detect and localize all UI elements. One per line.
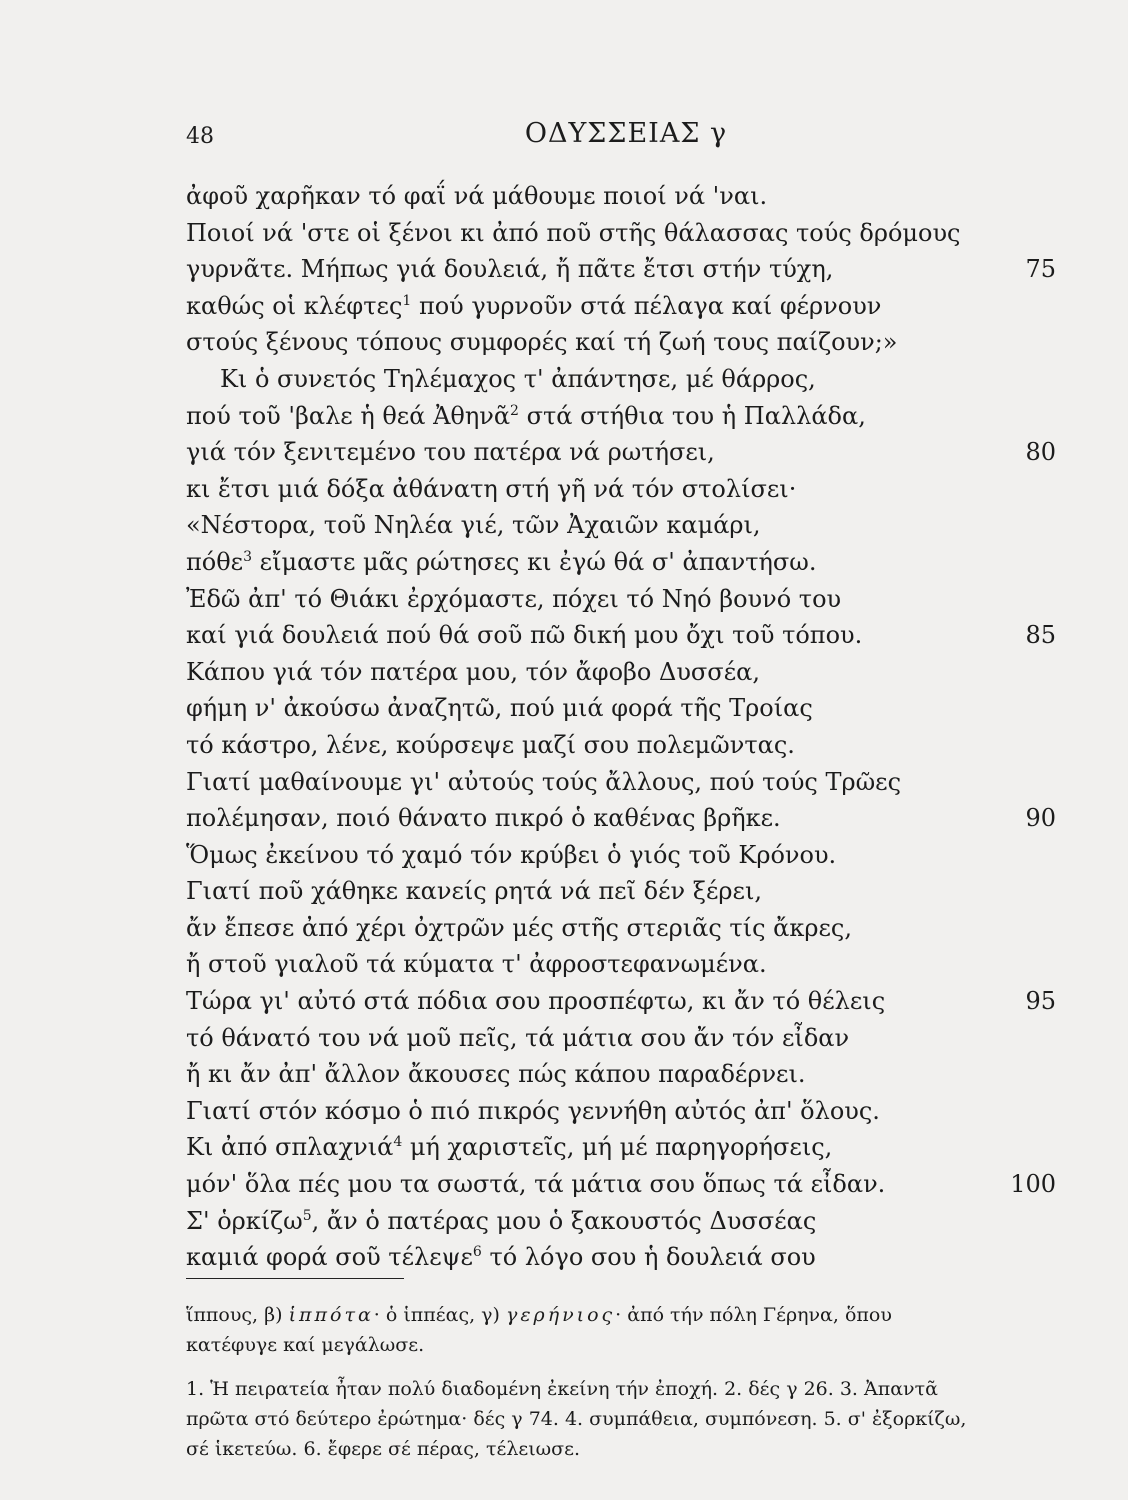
footnote-line: πρῶτα στό δεύτερο ἐρώτημα· δές γ 74. 4. συμπάθεια, συμπόνεση. 5. σ' ἐξορκίζω,: [186, 1408, 967, 1430]
verse-line: [186, 471, 1056, 508]
footnotes: [186, 1300, 1058, 1464]
verse-text: γιά τόν ξενιτεμένο του πατέρα νά ρωτήσει,: [186, 438, 715, 467]
footnote-marker: 3: [243, 548, 253, 565]
running-title: ΟΔΥΣΣΕΙΑΣ γ: [524, 118, 728, 149]
verse-line: [186, 1020, 1056, 1057]
verse-text: ἤ κι ἄν ἀπ' ἄλλον ἄκουσες πώς κάπου παραδέρνει.: [186, 1060, 806, 1089]
verse-text: Ποιοί νά 'στε οἱ ξένοι κι ἀπό ποῦ στῆς θάλασσας τούς δρόμους: [186, 218, 961, 247]
footnote-carryover-line: κατέφυγε καί μεγάλωσε.: [186, 1334, 425, 1356]
verse-number: 80: [1025, 438, 1056, 467]
verse-number: 90: [1025, 804, 1056, 833]
page-number: 48: [186, 124, 214, 149]
footnote-term: γερήνιος: [505, 1304, 616, 1326]
verse-text: Κι ἀπό σπλαχνιά$^4$ μή χαριστεῖς, μή μέ παρηγορήσεις,: [186, 1133, 833, 1162]
verse-line: [186, 178, 1056, 215]
verse-text: Σ' ὁρκίζω$^5$, ἄν ὁ πατέρας μου ὁ ξακουστός Δυσσέας: [186, 1206, 817, 1235]
verse-text: Γιατί στόν κόσμο ὁ πιό πικρός γεννήθη αὐτός ἀπ' ὅλους.: [186, 1096, 880, 1125]
verse-line: [186, 398, 1056, 435]
verse-text: στούς ξένους τόπους συμφορές καί τή ζωή τους παίζουν;»: [186, 328, 898, 357]
verse-text: γυρνᾶτε. Μήπως γιά δουλειά, ἤ πᾶτε ἔτσι στήν τύχη,: [186, 255, 834, 284]
verse-line: [186, 764, 1056, 801]
verse-text: πόθε$^3$ εἴμαστε μᾶς ρώτησες κι ἐγώ θά σ' ἀπαντήσω.: [186, 547, 817, 576]
verse-line: [186, 1056, 1056, 1093]
verse-number: 75: [1025, 255, 1056, 284]
verse-text: Γιατί ποῦ χάθηκε κανείς ρητά νά πεῖ δέν ξέρει,: [186, 877, 762, 906]
verse-text: καθώς οἱ κλέφτες$^1$ πού γυρνοῦν στά πέλαγα καί φέρνουν: [186, 291, 882, 320]
verse-line: [186, 1093, 1056, 1130]
verse-text: Κι ὁ συνετός Τηλέμαχος τ' ἀπάντησε, μέ θάρρος,: [220, 364, 816, 393]
verse-text: Γιατί μαθαίνουμε γι' αὐτούς τούς ἄλλους, πού τούς Τρῶες: [186, 767, 902, 796]
verse-text: «Νέστορα, τοῦ Νηλέα γιέ, τῶν Ἀχαιῶν καμάρι,: [186, 511, 761, 540]
verse-line: [186, 946, 1056, 983]
footnote-rule: [186, 1278, 404, 1279]
footnote-term: ἱππότα: [288, 1304, 374, 1326]
footnote-marker: 1: [402, 292, 412, 309]
verse-text: πολέμησαν, ποιό θάνατο πικρό ὁ καθένας βρῆκε.: [186, 804, 781, 833]
verse-text: πού τοῦ 'βαλε ἡ θεά Ἀθηνᾶ$^2$ στά στήθια του ἡ Παλλάδα,: [186, 401, 866, 430]
verse-line: [186, 800, 1056, 837]
verse-text: Ἐδῶ ἀπ' τό Θιάκι ἐρχόμαστε, πόχει τό Νηό βουνό του: [186, 584, 842, 613]
verse-line: [186, 983, 1056, 1020]
verse-text: Τώρα γι' αὐτό στά πόδια σου προσπέφτω, κι ἄν τό θέλεις: [186, 987, 886, 1016]
verse-number: 95: [1025, 987, 1056, 1016]
verse-line: [186, 324, 1056, 361]
verse-text: ἄν ἔπεσε ἀπό χέρι ὀχτρῶν μές στῆς στεριᾶς τίς ἄκρες,: [186, 913, 852, 942]
verse-line: [186, 727, 1056, 764]
footnote-marker: 5: [302, 1207, 312, 1224]
verse-line: [186, 507, 1056, 544]
verse-line: [186, 288, 1056, 325]
verse-number: 85: [1025, 621, 1056, 650]
footnote-marker: 6: [472, 1244, 482, 1261]
verse-line: [186, 361, 1056, 398]
verse-text: τό θάνατό του νά μοῦ πεῖς, τά μάτια σου ἄν τόν εἶδαν: [186, 1023, 850, 1052]
verse-block: [186, 178, 1056, 1276]
verse-text: καί γιά δουλειά πού θά σοῦ πῶ δική μου ὄχι τοῦ τόπου.: [186, 621, 863, 650]
verse-text: ἀφοῦ χαρῆκαν τό φαΐ νά μάθουμε ποιοί νά 'ναι.: [186, 182, 768, 210]
verse-text: καμιά φορά σοῦ τέλεψε$^6$ τό λόγο σου ἡ δουλειά σου: [186, 1243, 816, 1272]
verse-line: [186, 1203, 1056, 1240]
verse-line: [186, 837, 1056, 874]
verse-line: [186, 690, 1056, 727]
verse-text: τό κάστρο, λένε, κούρσεψε μαζί σου πολεμῶντας.: [186, 730, 795, 759]
verse-line: [186, 1129, 1056, 1166]
verse-line: [186, 581, 1056, 618]
verse-text: φήμη ν' ἀκούσω ἀναζητῶ, πού μιά φορά τῆς Τροίας: [186, 694, 813, 723]
verse-text: κι ἔτσι μιά δόξα ἀθάνατη στή γῆ νά τόν στολίσει·: [186, 474, 797, 503]
verse-text: ἤ στοῦ γιαλοῦ τά κύματα τ' ἀφροστεφανωμένα.: [186, 950, 767, 979]
verse-line: [186, 617, 1056, 654]
footnote-marker: 2: [510, 402, 519, 419]
footnote-marker: 4: [393, 1134, 403, 1151]
footnote-line: σέ ἱκετεύω. 6. ἔφερε σέ πέρας, τέλειωσε.: [186, 1438, 580, 1460]
verse-line: [186, 1166, 1056, 1203]
page-header: [186, 118, 1066, 158]
verse-line: [186, 910, 1056, 947]
verse-text: Ὅμως ἐκείνου τό χαμό τόν κρύβει ὁ γιός τοῦ Κρόνου.: [186, 840, 837, 869]
verse-line: [186, 251, 1056, 288]
verse-line: [186, 544, 1056, 581]
verse-line: [186, 215, 1056, 252]
verse-line: [186, 1239, 1056, 1276]
footnote-carryover-line: ἵππους, β) ἱππότα· ὁ ἱππέας, γ) γερήνιος· ἀπό τήν πόλη Γέρηνα, ὅπου: [186, 1304, 892, 1326]
verse-number: 100: [1010, 1170, 1056, 1199]
verse-text: μόν' ὅλα πές μου τα σωστά, τά μάτια σου ὅπως τά εἶδαν.: [186, 1170, 886, 1199]
verse-line: [186, 434, 1056, 471]
footnote-line: 1. Ἡ πειρατεία ἦταν πολύ διαδομένη ἐκείνη τήν ἐποχή. 2. δές γ 26. 3. Ἀπαντᾶ: [186, 1378, 938, 1400]
verse-text: Κάπου γιά τόν πατέρα μου, τόν ἄφοβο Δυσσέα,: [186, 657, 760, 686]
verse-line: [186, 654, 1056, 691]
verse-line: [186, 873, 1056, 910]
